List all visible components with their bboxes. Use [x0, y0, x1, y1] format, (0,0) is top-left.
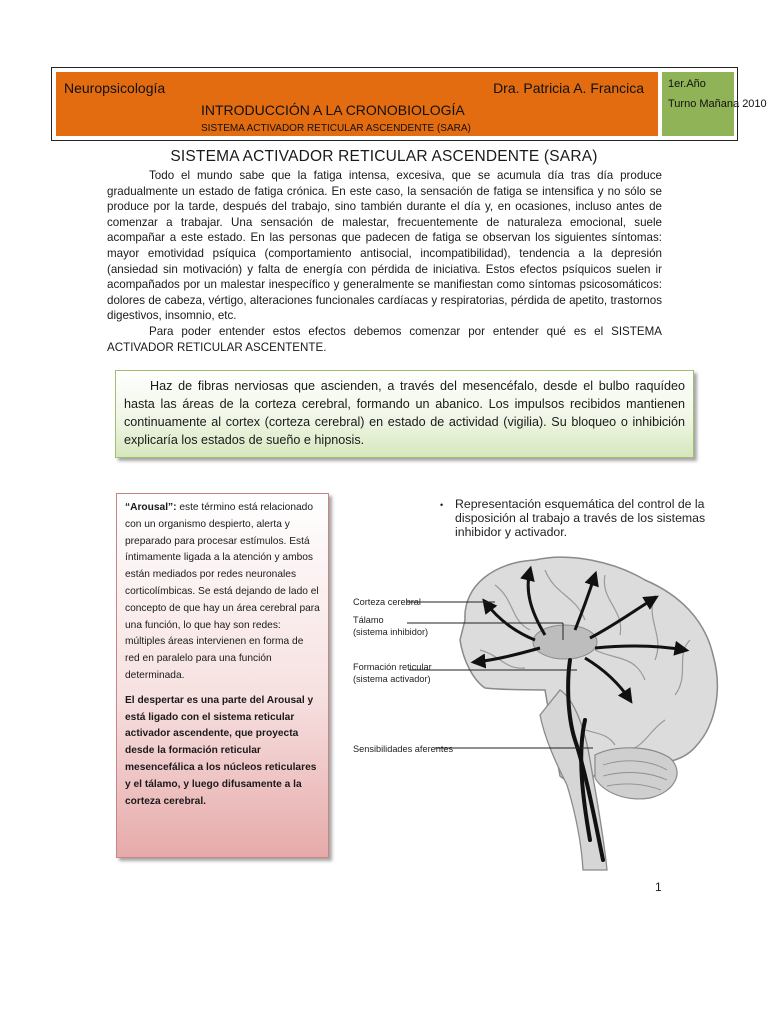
header-table	[51, 67, 767, 141]
arousal-sidebar	[116, 493, 329, 858]
arousal-paragraph	[125, 500, 320, 685]
header-title: INTRODUCCIÓN A LA CRONOBIOLOGÍA	[201, 102, 465, 118]
arousal-emphasis: El despertar es una parte del Arousal y está ligado con el sistema reticular activador ascendente, que proyecta desde la formación reticular mesencefálica a los núcleos reticulares y el tálamo, y luego difusamente a la corteza cerebral.	[125, 694, 317, 807]
brain-diagram	[345, 540, 725, 875]
label-reticular: Formación reticular	[353, 662, 432, 672]
header-main-cell	[56, 72, 658, 136]
label-afferent: Sensibilidades aferentes	[353, 744, 454, 754]
course-shift: Turno Mañana 2010	[668, 98, 767, 110]
label-thalamus: Tálamo	[353, 615, 384, 625]
arousal-definition: este término está relacionado con un organismo despierto, alerta y preparado para procesar estímulos. Está íntimamente ligada a la atención y ambos están mediados por redes neuronales corticolímbicas. Se está dejando de lado el concepto de que hay un área cerebral para una función, lo que hay son redes: múltiples áreas intervienen en forma de red en paralelo para una función determinada.	[125, 502, 320, 681]
course-year: 1er.Año	[668, 78, 706, 90]
cerebellum-shape	[595, 748, 677, 799]
header-subtitle: SISTEMA ACTIVADOR RETICULAR ASCENDENTE (SARA)	[201, 123, 471, 134]
label-thalamus-sub: (sistema inhibidor)	[353, 627, 429, 637]
definition-text: Haz de fibras nerviosas que ascienden, a través del mesencéfalo, desde el bulbo raquídeo hasta las áreas de la corteza cerebral, formando un abanico. Los impulsos recibidos mantienen continuamente al cortex (corteza cerebral) en estado de actividad (vigilia). Su bloqueo o inhibición explicaría los estados de sueño e hipnosis.	[124, 379, 685, 447]
label-reticular-sub: (sistema activador)	[353, 674, 431, 684]
header-side-cell	[662, 72, 767, 136]
definition-box	[115, 370, 694, 458]
teacher-name: Dra. Patricia A. Francica	[493, 80, 644, 96]
document-title: SISTEMA ACTIVADOR RETICULAR ASCENDENTE (SARA)	[170, 148, 598, 165]
label-cortex: Corteza cerebral	[353, 597, 421, 607]
body-paragraph-2: Para poder entender estos efectos debemos comenzar por entender qué es el SISTEMA ACTIVADOR RETICULAR ASCENTENTE.	[107, 324, 662, 354]
arousal-term: “Arousal”:	[125, 502, 177, 513]
body-text	[107, 168, 662, 355]
figure-caption: Representación esquemática del control de la disposición al trabajo a través de los sistemas inhibidor y activador.	[455, 497, 706, 539]
course-name: Neuropsicología	[64, 80, 166, 96]
body-paragraph-1: Todo el mundo sabe que la fatiga intensa, excesiva, que se acumula día tras día produce gradualmente un estado de fatiga crónica. En este caso, la sensación de fatiga se intensifica y no sólo se produce por la tarde, después del trabajo, sino también durante el día y, en ocasiones, incluso antes de comenzar a trabajar. Una sensación de malestar, frecuentemente de naturaleza emocional, suele acompañar a este estado. En las personas que padecen de fatiga se observan los siguientes síntomas: mayor emotividad psíquica (comportamiento antisocial, incompatibilidad), tendencia a la depresión (ansiedad sin motivación) y falta de energía con pérdida de iniciativa. Estos efectos psíquicos suelen ir acompañados por un malestar inespecífico y generalmente se manifiestan como síntomas psicosomáticos: dolores de cabeza, vértigo, alteraciones funcionales cardíacas y respiratorias, pérdida de apetito, trastornos digestivos, insomnio, etc.	[107, 169, 662, 323]
page-number: 1	[655, 880, 662, 894]
figure-bullet: •	[440, 500, 444, 510]
